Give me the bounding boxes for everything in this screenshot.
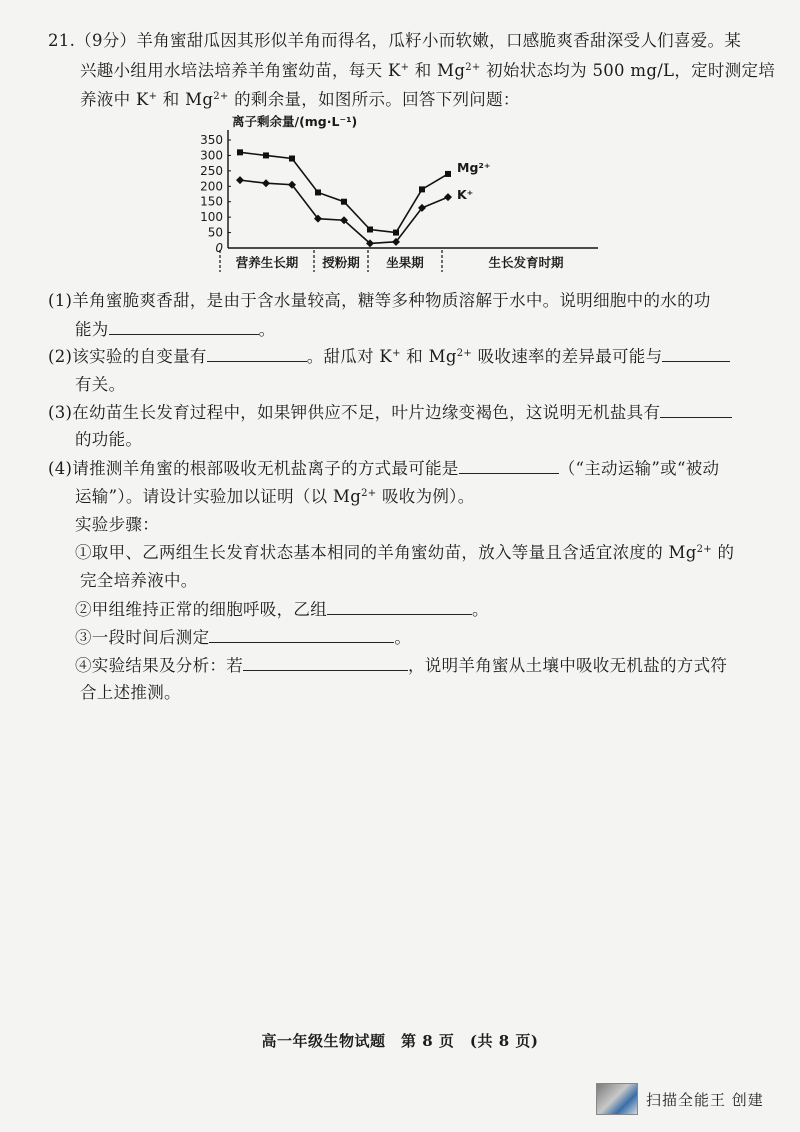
q1-answer-blank[interactable]	[109, 318, 259, 335]
question-intro-line-2: 兴趣小组用水培法培养羊角蜜幼苗，每天 K+ 和 $Mg^{2+}$ 初始状态均为 500 mg/L，定时测定培	[80, 61, 776, 80]
q4-step-4-blank[interactable]	[243, 654, 408, 671]
q4-step-3: ③一段时间后测定 。	[75, 628, 412, 647]
page-footer: 高一年级生物试题 第 8 页 (共 8 页)	[261, 1032, 539, 1050]
series-line-k	[240, 180, 448, 243]
q3-answer-blank[interactable]	[660, 401, 732, 418]
y-tick-label: 200	[200, 179, 223, 194]
q4-step-3-blank[interactable]	[209, 626, 394, 643]
q4-steps-title: 实验步骤：	[75, 515, 159, 534]
data-point-mg	[289, 156, 295, 162]
q4-step-2: ②甲组维持正常的细胞呼吸，乙组 。	[75, 600, 489, 619]
y-tick-label: 0	[215, 241, 223, 255]
q4-step-4-line-1: ④实验结果及分析：若 ，说明羊角蜜从土壤中吸收无机盐的方式符	[75, 656, 728, 675]
ion-remaining-line-chart	[196, 112, 616, 282]
data-point-mg	[341, 199, 347, 205]
camscanner-logo-icon	[596, 1083, 638, 1115]
y-tick-label: 350	[200, 133, 223, 147]
data-point-mg	[237, 149, 243, 155]
scanner-watermark	[596, 1082, 764, 1116]
question-intro-line-1: 21.（9分）羊角蜜甜瓜因其形似羊角而得名，瓜籽小而软嫩，口感脆爽香甜深受人们喜爱。某	[48, 31, 742, 50]
data-point-mg	[315, 189, 321, 195]
stage-label: 生长发育时期	[488, 255, 564, 270]
q3-line-2: 的功能。	[75, 430, 143, 449]
data-point-mg	[367, 226, 373, 232]
q4-step-1-line-1: ①取甲、乙两组生长发育状态基本相同的羊角蜜幼苗，放入等量且含适宜浓度的 $Mg^{2+}$ 的	[75, 543, 735, 562]
data-point-k	[444, 193, 452, 201]
data-point-k	[236, 176, 244, 184]
data-point-mg	[419, 186, 425, 192]
data-point-mg	[445, 171, 451, 177]
q2-independent-variable-blank[interactable]	[207, 345, 307, 362]
q2-line-1: (2)该实验的自变量有 。甜瓜对 K+ 和 $Mg^{2+}$ 吸收速率的差异最可能与	[48, 345, 730, 368]
q4-step-4-line-2: 合上述推测。	[80, 683, 181, 702]
q4-transport-blank[interactable]	[459, 457, 559, 474]
q4-step-1-line-2: 完全培养液中。	[80, 571, 198, 590]
q4-step-2-blank[interactable]	[327, 598, 472, 615]
stage-label: 坐果期	[386, 255, 424, 270]
y-tick-label: 150	[200, 194, 223, 209]
series-label: K⁺	[457, 187, 474, 203]
q2-line-2: 有关。	[75, 375, 126, 394]
data-point-mg	[393, 230, 399, 236]
stage-label: 授粉期	[322, 255, 360, 270]
q3-line-1: (3)在幼苗生长发育过程中，如果钾供应不足，叶片边缘变褐色，这说明无机盐具有	[48, 401, 732, 424]
watermark-text: 扫描全能王 创建	[646, 1090, 764, 1109]
y-tick-label: 50	[207, 225, 223, 240]
q4-line-2: 运输”）。请设计实验加以证明（以 $Mg^{2+}$ 吸收为例）。	[75, 487, 475, 506]
series-label: Mg²⁺	[457, 159, 491, 175]
chart-ylabel: 离子剩余量/(mg·L⁻¹)	[232, 114, 358, 129]
data-point-mg	[263, 152, 269, 158]
q4-line-1: (4)请推测羊角蜜的根部吸收无机盐离子的方式最可能是 （“主动运输”或“被动	[48, 459, 720, 478]
y-tick-label: 300	[200, 148, 223, 163]
y-tick-label: 100	[200, 210, 223, 225]
stage-label: 营养生长期	[235, 255, 299, 270]
q1-line-1: (1)羊角蜜脆爽香甜，是由于含水量较高，糖等多种物质溶解于水中。说明细胞中的水的功	[48, 291, 711, 310]
data-point-k	[262, 179, 270, 187]
question-intro-line-3: 养液中 K+ 和 $Mg^{2+}$ 的剩余量，如图所示。回答下列问题：	[80, 90, 520, 109]
q2-difference-blank[interactable]	[662, 345, 730, 362]
q1-line-2: 能为 。	[75, 320, 276, 339]
y-tick-label: 250	[200, 163, 223, 178]
